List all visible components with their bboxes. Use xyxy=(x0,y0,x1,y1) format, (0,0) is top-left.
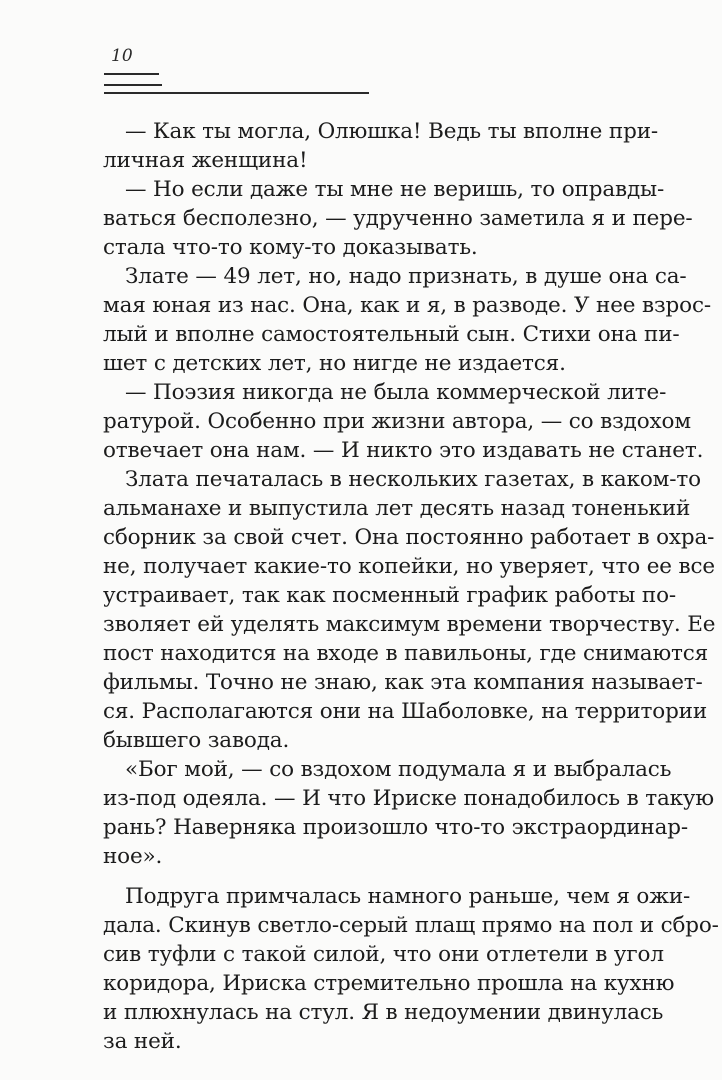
text-line: Подруга примчалась намного раньше, чем я ожи- xyxy=(125,884,691,909)
text-line: зволяет ей уделять максимум времени творчеству. Ее xyxy=(103,612,716,637)
text-line: мая юная из нас. Она, как и я, в разводе. У нее взрос- xyxy=(103,293,711,318)
text-line: за ней. xyxy=(103,1029,182,1054)
text-line: — Но если даже ты мне не веришь, то оправды- xyxy=(125,177,665,202)
text-line: личная женщина! xyxy=(103,148,308,173)
text-line: альманахе и выпустила лет десять назад тоненький xyxy=(103,496,691,521)
paragraph xyxy=(103,117,659,175)
paragraph xyxy=(103,378,704,465)
text-line: стала что-то кому-то доказывать. xyxy=(103,235,478,260)
text-line: Злате — 49 лет, но, надо признать, в душе она са- xyxy=(125,264,687,289)
header-rule-long xyxy=(104,92,369,94)
text-line: рань? Наверняка произошло что-то экстраординар- xyxy=(103,815,688,840)
text-line: — Как ты могла, Олюшка! Ведь ты вполне при- xyxy=(125,119,659,144)
text-line: «Бог мой, — со вздохом подумала я и выбралась xyxy=(125,757,672,782)
text-line: сборник за свой счет. Она постоянно работает в охра- xyxy=(103,525,715,550)
text-line: дала. Скинув светло-серый плащ прямо на пол и сбро- xyxy=(103,913,719,938)
text-line: шет с детских лет, но нигде не издается. xyxy=(103,351,566,376)
paragraph xyxy=(103,262,711,378)
text-line: — Поэзия никогда не была коммерческой лите- xyxy=(125,380,667,405)
text-line: из-под одеяла. — И что Ириске понадобилось в такую xyxy=(103,786,714,811)
text-line: ратурой. Особенно при жизни автора, — со вздохом xyxy=(103,409,691,434)
text-line: ваться бесполезно, — удрученно заметила я и пере- xyxy=(103,206,693,231)
paragraph xyxy=(103,882,719,1056)
text-line: ное». xyxy=(103,844,163,869)
text-line: лый и вполне самостоятельный сын. Стихи она пи- xyxy=(103,322,680,347)
text-line: и плюхнулась на стул. Я в недоумении двинулась xyxy=(103,1000,664,1025)
paragraph-spacer xyxy=(103,871,656,882)
text-line: устраивает, так как посменный график работы по- xyxy=(103,583,676,608)
text-line: отвечает она нам. — И никто это издавать не станет. xyxy=(103,438,704,463)
paragraph xyxy=(103,465,716,755)
text-line: не, получает какие-то копейки, но уверяет, что ее все xyxy=(103,554,715,579)
text-line: фильмы. Точно не знаю, как эта компания называет- xyxy=(103,670,703,695)
body-text xyxy=(103,117,719,1056)
paragraph xyxy=(103,175,693,262)
paragraph xyxy=(103,755,714,871)
text-line: сив туфли с такой силой, что они отлетели в угол xyxy=(103,942,664,967)
text-line: коридора, Ириска стремительно прошла на кухню xyxy=(103,971,675,996)
text-line: бывшего завода. xyxy=(103,728,290,753)
header-rule-short xyxy=(104,73,159,75)
text-line: ся. Располагаются они на Шаболовке, на территории xyxy=(103,699,708,724)
header-rule-short-2 xyxy=(104,84,162,86)
page-number: 10 xyxy=(111,46,133,66)
text-line: Злата печаталась в нескольких газетах, в каком-то xyxy=(125,467,701,492)
text-line: пост находится на входе в павильоны, где снимаются xyxy=(103,641,709,666)
